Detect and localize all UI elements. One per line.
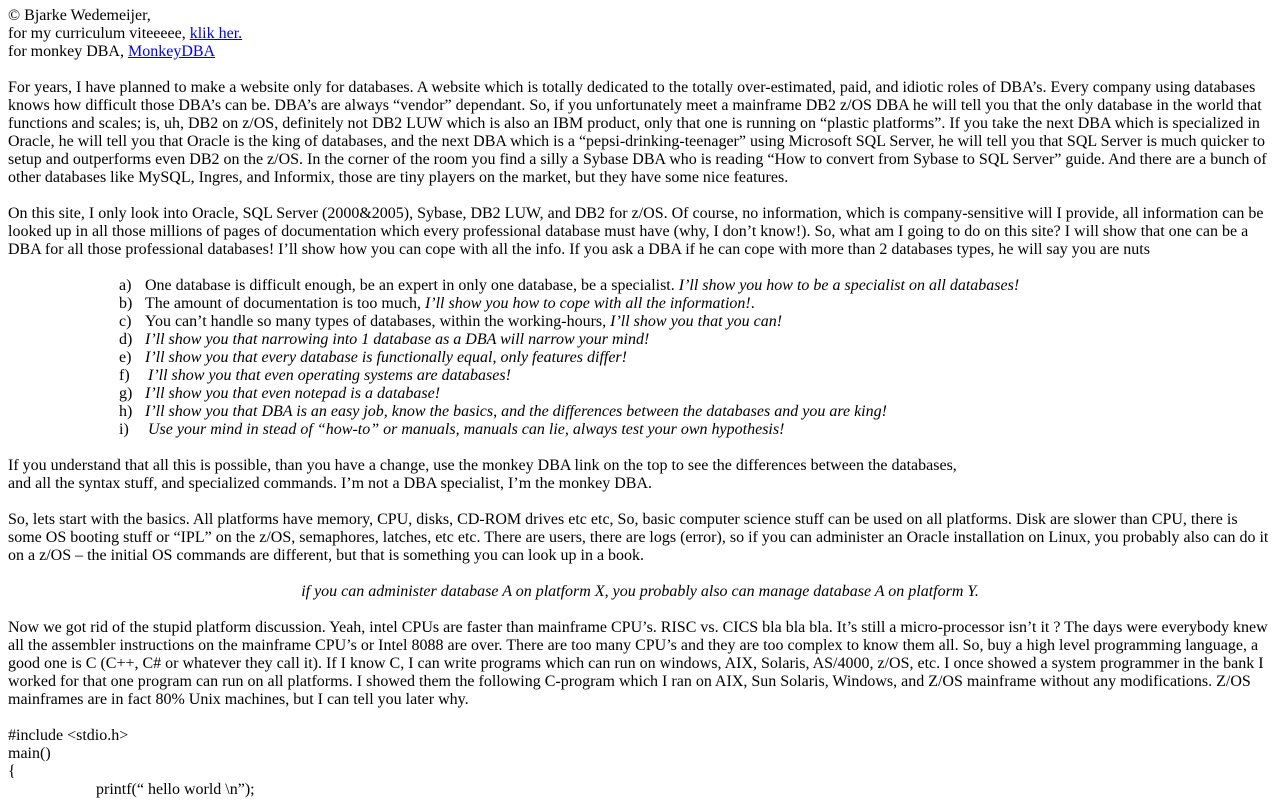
list-text: I’ll show you that DBA is an easy job, know the basics, and the differences between the databases and you are king! (145, 403, 887, 420)
paragraph-monkey-link (8, 457, 1272, 493)
cv-link[interactable]: klik her. (189, 25, 243, 42)
intro-paragraph-1: For years, I have planned to make a website only for databases. A website which is totally dedicated to the totally over-estimated, paid, and idiotic roles of DBA’s. Every company using databases knows how difficult those DBA’s can be. DBA’s are always “vendor” dependant. So, if you unfortunately meet a mainframe DB2 z/OS DBA he will tell you that the only database in the world that functions and scales; is, uh, DB2 on z/OS, definitely not DB2 LUW which is also an IBM product, only that one is running on “plastic platforms”. If you take the next DBA which is specialized in Oracle, he will tell you that Oracle is the king of databases, and the next DBA which is a “pepsi-drinking-teenager” using Microsoft SQL Server, he will tell you that SQL Server is much quicker to setup and outperforms even DB2 on the z/OS. In the corner of the room you find a silly a Sybase DBA who is reading “How to convert from Sybase to SQL Server” guide. And there are a bunch of other databases like MySQL, Ingres, and Informix, those are tiny players on the market, but they have some nice features. (8, 79, 1267, 186)
list-item (8, 349, 1272, 367)
list-item (8, 385, 1272, 403)
list-text: I’ll show you that every database is functionally equal, only features differ! (145, 349, 627, 366)
list-item (8, 421, 1272, 439)
paragraph-platforms: Now we got rid of the stupid platform discussion. Yeah, intel CPUs are faster than mainframe CPU’s. RISC vs. CICS bla bla bla. It’s still a micro-processor isn’t it ? The days were everybody knew all the assembler instructions on the mainframe CPU’s or Intel 8088 are over. There are too many CPU’s and they are too complex to know them all. So, buy a high level programming language, a good one is C (C++, C# or whatever they call it). If I know C, I can write programs which can run on windows, AIX, Solaris, AS/4000, z/OS, etc. I once showed a system programmer in the bank I worked for that one program can run on all platforms. I showed them the following C-program which I ran on AIX, Sun Solaris, Windows, and Z/OS mainframe without any modifications. Z/OS mainframes are in fact 80% Unix machines, but I can tell you later why. (8, 619, 1268, 708)
list-text: I’ll show you that even operating systems are databases! (148, 367, 511, 384)
list-item (8, 403, 1272, 421)
list-item (8, 313, 1272, 331)
list-letter: e) (119, 349, 132, 366)
list-letter: f) (119, 367, 130, 384)
code-line: main() (8, 745, 51, 762)
list-letter: a) (119, 277, 132, 294)
code-line: printf(“ hello world \n”); (96, 781, 255, 798)
list-letter: g) (119, 385, 133, 402)
code-line: { (8, 763, 16, 780)
list-letter: c) (119, 313, 132, 330)
list-item (8, 331, 1272, 349)
list-text: The amount of documentation is too much, I’ll show you how to cope with all the information!. (145, 295, 755, 312)
paragraph-basics: So, lets start with the basics. All platforms have memory, CPU, disks, CD-ROM drives etc etc, So, basic computer science stuff can be used on all platforms. Disk are slower than CPU, there is some OS booting stuff or “IPL” on the z/OS, semaphores, latches, etc etc. There are users, there are logs (error), so if you can administer an Oracle installation on Linux, you probably also can do it on a z/OS – the initial OS commands are different, but that is something you can look up in a book. (8, 511, 1269, 564)
list-item (8, 277, 1272, 295)
paragraph-line: and all the syntax stuff, and specialized commands. I’m not a DBA specialist, I’m the monkey DBA. (8, 475, 653, 492)
list-text: I’ll show you that narrowing into 1 database as a DBA will narrow your mind! (145, 331, 650, 348)
copyright-line: © Bjarke Wedemeijer, (8, 7, 151, 24)
monkeydba-link[interactable]: MonkeyDBA (127, 43, 216, 60)
intro-paragraph-2: On this site, I only look into Oracle, SQL Server (2000&2005), Sybase, DB2 LUW, and DB2 for z/OS. Of course, no information, which is company-sensitive will I provide, all information can be looked up in all those millions of pages of documentation which every professional database must have (why, I don’t know!). So, what am I going to do on this site? I will show that one can be a DBA for all those professional databases! I’ll show how you can cope with all the info. If you ask a DBA if he can cope with more than 2 databases types, he will say you are nuts (8, 205, 1264, 258)
list-text: You can’t handle so many types of databases, within the working-hours, I’ll show you that you can! (145, 313, 783, 330)
paragraph-line: If you understand that all this is possible, than you have a change, use the monkey DBA link on the top to see the differences between the databases, (8, 457, 957, 474)
code-line: #include <stdio.h> (8, 727, 129, 744)
header-block (8, 7, 1272, 61)
list-letter: d) (119, 331, 133, 348)
code-sample (8, 727, 1272, 799)
monkey-line (8, 43, 1272, 61)
cv-line (8, 25, 1272, 43)
list-text: I’ll show you that even notepad is a database! (145, 385, 441, 402)
monkey-prefix: for monkey DBA, (8, 43, 128, 60)
list-letter: i) (119, 421, 129, 438)
list-item (8, 367, 1272, 385)
spacer (8, 61, 1272, 79)
list-text: One database is difficult enough, be an expert in only one database, be a specialist. I’ll show you how to be a specialist on all databases! (145, 277, 1020, 294)
list-item (8, 295, 1272, 313)
list-letter: h) (119, 403, 133, 420)
cv-prefix: for my curriculum viteeeee, (8, 25, 190, 42)
platform-quote: if you can administer database A on platform X, you probably also can manage database A on platform Y. (301, 583, 979, 600)
promise-list (8, 277, 1272, 439)
list-letter: b) (119, 295, 133, 312)
list-text: Use your mind in stead of “how-to” or manuals, manuals can lie, always test your own hypothesis! (148, 421, 785, 438)
